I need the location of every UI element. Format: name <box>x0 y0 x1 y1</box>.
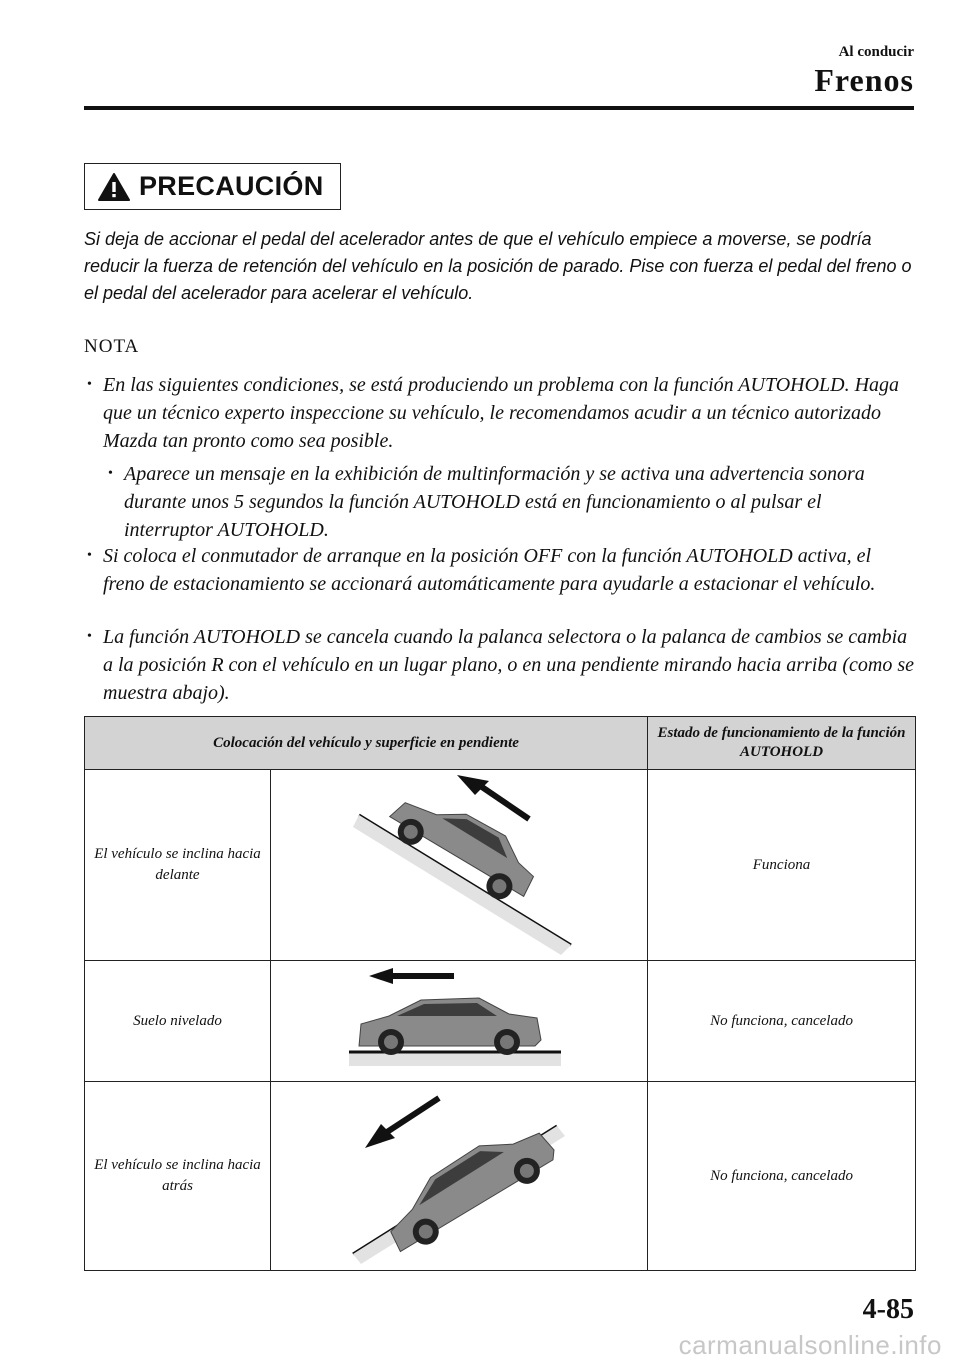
header-divider <box>84 106 914 110</box>
caution-label: PRECAUCIÓN <box>139 171 324 201</box>
row-status: Funciona <box>648 770 916 961</box>
note-bullet: • La función AUTOHOLD se cancela cuando la palanca selectora o la palanca de cambios se cambia a la posición R con el vehículo en un lugar plano, o en una pendiente mirando hacia arriba (como se muestra abajo). <box>87 626 914 704</box>
row-position: El vehículo se inclina hacia delante <box>85 770 271 961</box>
watermark: carmanualsonline.info <box>678 1330 942 1360</box>
note-sub-bullet: • Aparece un mensaje en la exhibición de multinformación y se activa una advertencia sonora durante unos 5 segundos la función AUTOHOLD está en funcionamiento o al pulsar el interruptor AUTOHOLD. <box>108 463 865 541</box>
row-position: El vehículo se inclina hacia atrás <box>85 1082 271 1271</box>
table-header-status: Estado de funcionamiento de la función AUTOHOLD <box>648 717 916 770</box>
note-bullet: • En las siguientes condiciones, se está produciendo un problema con la función AUTOHOLD. Haga que un técnico experto inspeccione su vehículo, le recomendamos acudir a un técnico autorizado Mazda tan pronto como sea posible. <box>87 374 900 452</box>
row-image-cell <box>271 1082 648 1271</box>
note-bullet: • Si coloca el conmutador de arranque en la posición OFF con la función AUTOHOLD activa, el freno de estacionamiento se accionará automáticamente para ayudarle a estacionar el vehículo. <box>87 545 876 595</box>
row-status: No funciona, cancelado <box>648 1082 916 1271</box>
note-bullet-text: Aparece un mensaje en la exhibición de multinformación y se activa una advertencia sonora durante unos 5 segundos la función AUTOHOLD está en funcionamiento o al pulsar el interruptor AUTOHOLD. <box>124 463 865 541</box>
note-bullet-text: En las siguientes condiciones, se está produciendo un problema con la función AUTOHOLD. Haga que un técnico experto inspeccione su vehículo, le recomendamos acudir a un técnico autorizado Mazda tan pronto como sea posible. <box>103 374 900 452</box>
autohold-conditions-table <box>84 716 916 1271</box>
section-label: Al conducir <box>838 44 914 60</box>
car-sloping-backward-image <box>329 1086 589 1266</box>
caution-text: Si deja de accionar el pedal del acelerador antes de que el vehículo empiece a moverse, se podría reducir la fuerza de retención del vehículo en la posición de parado. Pise con fuerza el pedal del freno o el pedal del acelerador para acelerar el vehículo. <box>84 229 912 303</box>
note-title: NOTA <box>84 336 140 357</box>
warning-triangle-icon <box>97 172 131 202</box>
table-row <box>85 961 916 1082</box>
note-bullet-text: La función AUTOHOLD se cancela cuando la palanca selectora o la palanca de cambios se cambia a la posición R con el vehículo en un lugar plano, o en una pendiente mirando hacia arriba (como se muestra abajo). <box>103 626 914 704</box>
page-number: 4-85 <box>862 1294 914 1325</box>
car-level-ground-image <box>329 966 589 1076</box>
row-image-cell <box>271 961 648 1082</box>
page-title: Frenos <box>814 62 914 98</box>
table-header-position: Colocación del vehículo y superficie en pendiente <box>85 717 648 770</box>
table-row <box>85 1082 916 1271</box>
row-image-cell <box>271 770 648 961</box>
car-sloping-forward-image <box>329 775 589 955</box>
table-row <box>85 770 916 961</box>
row-position: Suelo nivelado <box>85 961 271 1082</box>
caution-box <box>84 163 341 210</box>
row-status: No funciona, cancelado <box>648 961 916 1082</box>
note-bullet-text: Si coloca el conmutador de arranque en la posición OFF con la función AUTOHOLD activa, el freno de estacionamiento se accionará automáticamente para ayudarle a estacionar el vehículo. <box>103 545 876 595</box>
